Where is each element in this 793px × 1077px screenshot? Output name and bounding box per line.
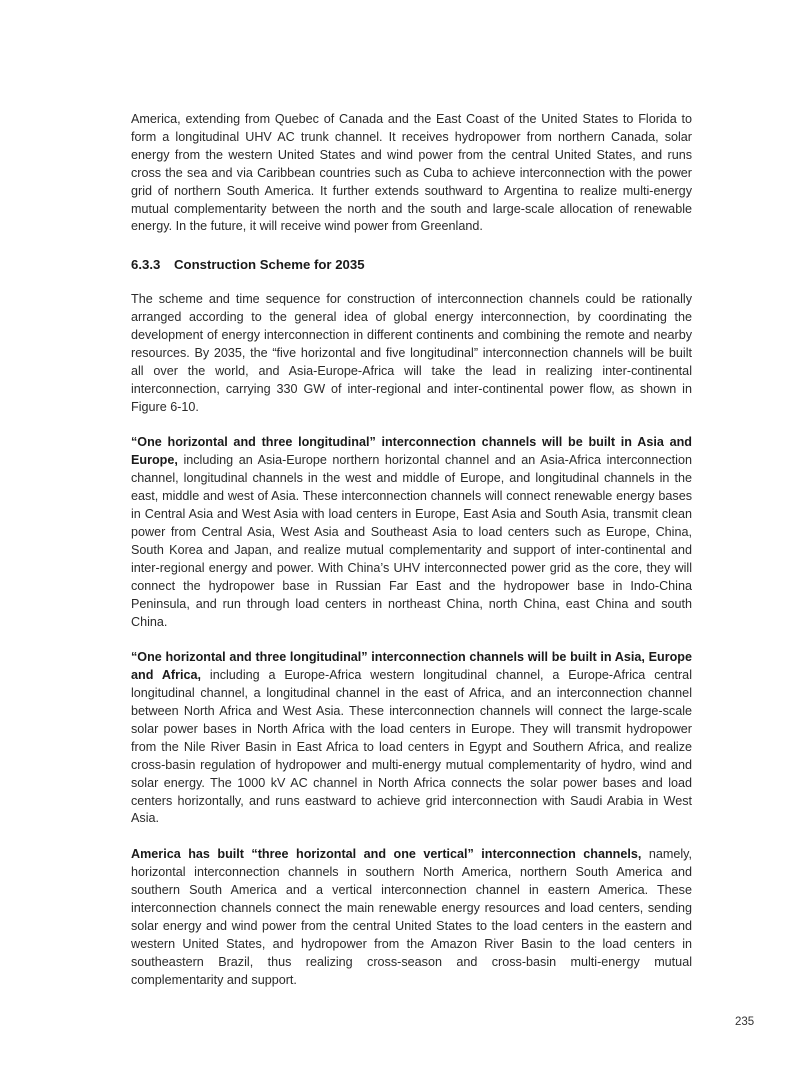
paragraph-overview xyxy=(131,291,692,416)
page-number: 235 xyxy=(735,1016,755,1028)
section-heading xyxy=(131,254,692,274)
paragraph-lead: America has built “three horizontal and one vertical” interconnection channels, xyxy=(131,847,642,862)
paragraph-asia-europe xyxy=(131,434,692,631)
paragraph-text: including an Asia-Europe northern horizontal channel and an Asia-Africa interconnection channel, longitudinal channels in the west and middle of Europe, and longitudinal channels in the east, middle and west of Asia. These interconnection channels will connect renewable energy bases in Central Asia and West Asia with load centers in Europe, East Asia and South Asia, transmit clean power from Central Asia, West Asia and Southeast Asia to load centers such as Europe, China, South Korea and Japan, and realize mutual complementarity and support of inter-continental and inter-regional energy and power. With China’s UHV interconnected power grid as the core, they will connect the hydropower base in Russian Far East and the hydropower base in Indo-China Peninsula, and run through load centers in northeast China, north China, east China and south China. xyxy=(131,453,692,629)
paragraph-text: including a Europe-Africa western longitudinal channel, a Europe-Africa central longitudinal channel, a longitudinal channel in the east of Africa, and an interconnection channel between North Africa and West Asia. These interconnection channels will connect the large-scale solar power bases in North Africa with the load centers in Europe. They will transmit hydropower from the Nile River Basin in East Africa to load centers in Egypt and Southern Africa, and realize cross-basin regulation of hydropower and multi-energy mutual complementarity of hydro, wind and solar energy. The 1000 kV AC channel in North Africa connects the solar power bases and load centers horizontally, and runs eastward to achieve grid interconnection with Saudi Arabia in West Asia. xyxy=(131,668,692,826)
paragraph-lead: “One horizontal and three longitudinal” interconnection channels will be built in Asia, Europe and Africa, xyxy=(131,650,692,683)
paragraph-america xyxy=(131,846,692,989)
paragraph-text: namely, horizontal interconnection channels in southern North America, northern South America and southern South America and a vertical interconnection channel in eastern America. These interconnection channels connect the main renewable energy resources and load centers, sending solar energy and wind power from the central United States to the load centers in the eastern and western United States, and hydropower from the Amazon River Basin to the load centers in southeastern Brazil, thus realizing cross-season and cross-basin multi-energy mutual complementarity and support. xyxy=(131,847,692,987)
section-title: Construction Scheme for 2035 xyxy=(174,257,365,273)
paragraph-text: The scheme and time sequence for construction of interconnection channels could be rationally arranged according to the general idea of global energy interconnection, by coordinating the development of energy interconnection in different continents and combining the remote and nearby resources. By 2035, the “five horizontal and five longitudinal” interconnection channels will be built all over the world, and Asia-Europe-Africa will take the lead in realizing inter-continental interconnection, carrying 330 GW of inter-regional and inter-continental power flow, as shown in Figure 6-10. xyxy=(131,292,692,414)
section-number: 6.3.3 xyxy=(131,257,161,273)
intro-paragraph: America, extending from Quebec of Canada and the East Coast of the United States to Florida to form a longitudinal UHV AC trunk channel. It receives hydropower from northern Canada, solar energy from the western United States and wind power from the central United States, and runs cross the sea and via Caribbean countries such as Cuba to achieve interconnection with the power grid of northern South America. It further extends southward to Argentina to realize multi-energy mutual complementarity between the north and the south and large-scale allocation of renewable energy. In the future, it will receive wind power from Greenland. xyxy=(131,112,692,234)
paragraph-lead: “One horizontal and three longitudinal” interconnection channels will be built in Asia and Europe, xyxy=(131,435,692,468)
paragraph-asia-europe-africa xyxy=(131,649,692,828)
page-content xyxy=(131,111,692,990)
